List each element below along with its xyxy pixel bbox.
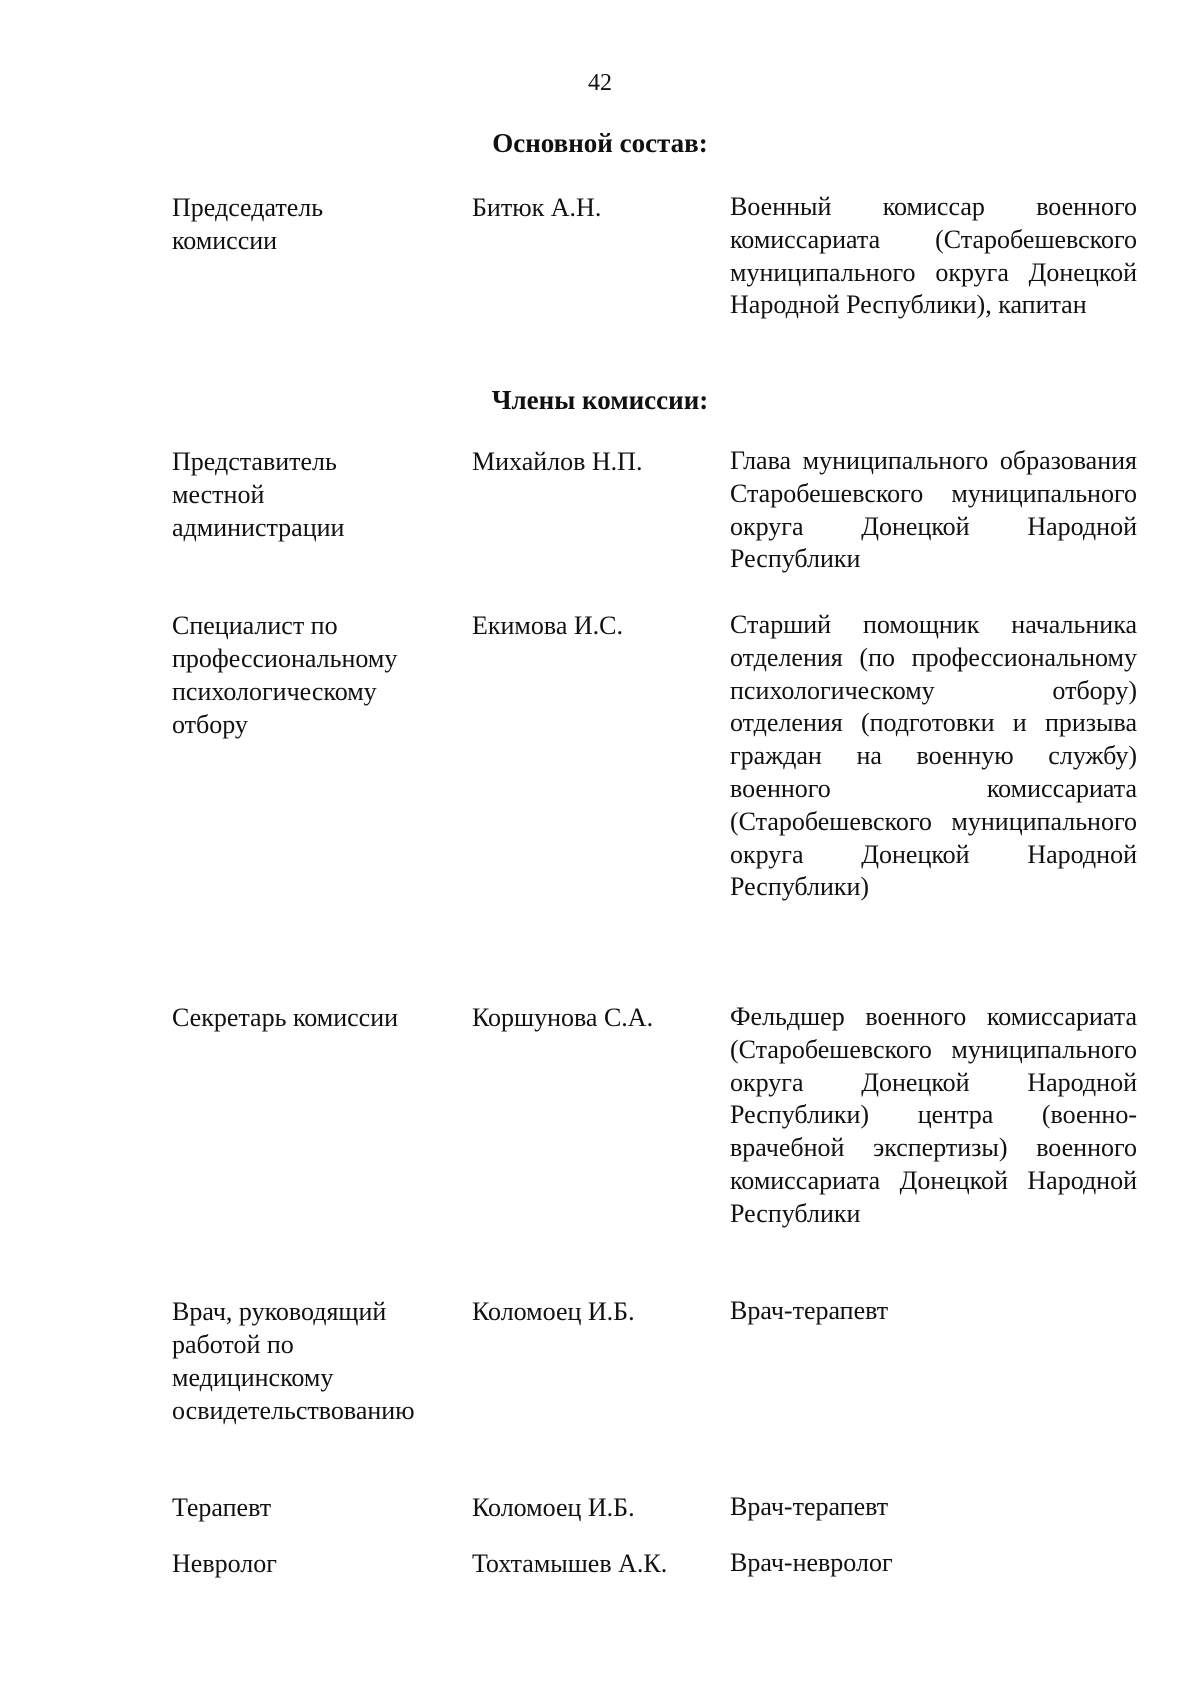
row-role: Представитель местной администрации bbox=[172, 447, 345, 542]
row-name: Екимова И.С. bbox=[472, 611, 623, 640]
row-description: Глава муниципального образования Старобешевского муниципального округа Донецкой Народной Республики bbox=[730, 446, 1137, 574]
row-name: Тохтамышев А.К. bbox=[472, 1549, 668, 1578]
row-description: Фельдшер военного комиссариата (Старобешевского муниципального округа Донецкой Народной Республики) центра (военно-врачебной экспертизы) военного комиссариата Донецкой Народной Республики bbox=[730, 1002, 1137, 1228]
row-name: Коломоец И.Б. bbox=[472, 1297, 635, 1326]
row-name: Битюк А.Н. bbox=[472, 193, 602, 222]
row-description: Врач-терапевт bbox=[730, 1492, 889, 1521]
row-description: Врач-невролог bbox=[730, 1548, 893, 1577]
row-name: Михайлов Н.П. bbox=[472, 447, 643, 476]
row-description: Старший помощник начальника отделения (по профессиональному психологическому отбору) отделения (подготовки и призыва граждан на военную службу) военного комиссариата (Старобешевского муниципального округа Донецкой Народной Республики) bbox=[730, 610, 1137, 902]
row-description: Военный комиссар военного комиссариата (Старобешевского муниципального округа Донецкой Народной Республики), капитан bbox=[730, 192, 1137, 320]
main-composition-heading: Основной состав: bbox=[492, 128, 708, 158]
row-name: Коломоец И.Б. bbox=[472, 1493, 635, 1522]
row-name: Коршунова С.А. bbox=[472, 1003, 654, 1032]
row-role: Невролог bbox=[172, 1549, 277, 1578]
row-role: Секретарь комиссии bbox=[172, 1003, 399, 1032]
page-number: 42 bbox=[588, 70, 612, 96]
row-role: Терапевт bbox=[172, 1493, 272, 1522]
row-role: Председатель комиссии bbox=[172, 193, 324, 255]
members-heading: Члены комиссии: bbox=[491, 385, 709, 415]
row-description: Врач-терапевт bbox=[730, 1296, 889, 1325]
row-role: Врач, руководящий работой по медицинскому освидетельствованию bbox=[172, 1297, 415, 1425]
row-role: Специалист по профессиональному психологическому отбору bbox=[172, 611, 398, 739]
